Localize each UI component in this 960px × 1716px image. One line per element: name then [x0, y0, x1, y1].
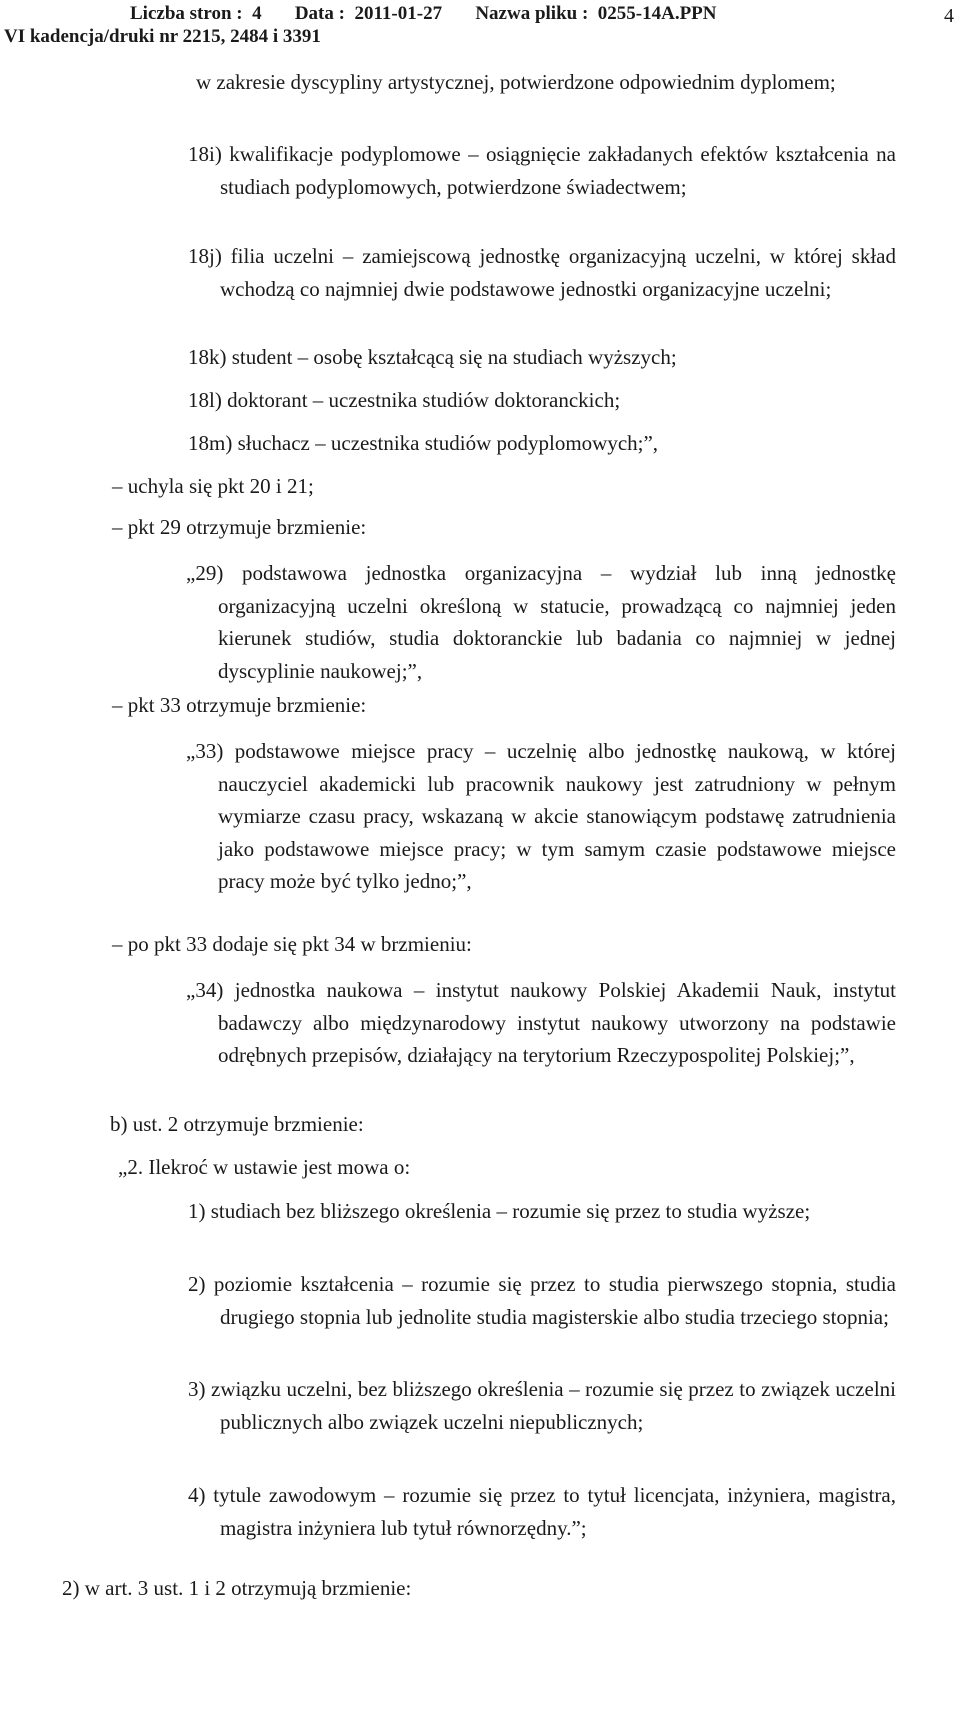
document-print-reference: VI kadencja/druki nr 2215, 2484 i 3391	[4, 26, 321, 47]
paragraph	[188, 1268, 896, 1333]
paragraph: 2) w art. 3 ust. 1 i 2 otrzymują brzmienie:	[62, 1576, 412, 1600]
paragraph	[188, 1373, 896, 1438]
page-number: 4	[944, 5, 954, 27]
paragraph-text: 18j) filia uczelni – zamiejscową jednostkę organizacyjną uczelni, w której skład wchodzą co najmniej dwie podstawowe jednostki organizacyjne uczelni;	[188, 244, 896, 301]
paragraph: 18m) słuchacz – uczestnika studiów podyplomowych;”,	[188, 431, 659, 455]
paragraph: b) ust. 2 otrzymuje brzmienie:	[110, 1112, 364, 1136]
paragraph	[188, 1195, 896, 1228]
document-header	[0, 0, 960, 52]
paragraph: – pkt 33 otrzymuje brzmienie:	[112, 693, 367, 717]
paragraph	[188, 240, 896, 305]
paragraph-text: 18i) kwalifikacje podyplomowe – osiągnięcie zakładanych efektów kształcenia na studiach podyplomowych, potwierdzone świadectwem;	[188, 142, 896, 199]
paragraph-text: „29) podstawowa jednostka organizacyjna – wydział lub inną jednostkę organizacyjną uczelni określoną w statucie, prowadzącą co najmniej jeden kierunek studiów, studia doktoranckie lub badania co najmniej w jednej dyscyplinie naukowej;”,	[186, 561, 896, 683]
paragraph: „2. Ilekroć w ustawie jest mowa o:	[118, 1155, 411, 1179]
paragraph-text: 2) poziomie kształcenia – rozumie się przez to studia pierwszego stopnia, studia drugiego stopnia lub jednolite studia magisterskie albo studia trzeciego stopnia;	[188, 1272, 896, 1329]
paragraph-text: „33) podstawowe miejsce pracy – uczelnię albo jednostkę naukową, w której nauczyciel akademicki lub pracownik naukowy jest zatrudniony w pełnym wymiarze czasu pracy, wskazaną w akcie stanowiącym podstawę zatrudnienia jako podstawowe miejsce pracy; w tym samym czasie podstawowe miejsce pracy może być tylko jedno;”,	[186, 739, 896, 894]
paragraph	[186, 735, 896, 898]
paragraph: 18l) doktorant – uczestnika studiów doktoranckich;	[188, 388, 621, 412]
paragraph-text: 4) tytule zawodowym – rozumie się przez to tytuł licencjata, inżyniera, magistra, magistra inżyniera lub tytuł równorzędny.”;	[188, 1483, 896, 1540]
paragraph	[186, 974, 896, 1072]
paragraph-text: 3) związku uczelni, bez bliższego określenia – rozumie się przez to związek uczelni publicznych albo związek uczelni niepublicznych;	[188, 1377, 896, 1434]
paragraph-text: „34) jednostka naukowa – instytut naukowy Polskiej Akademii Nauk, instytut badawczy albo międzynarodowy instytut naukowy utworzony na podstawie odrębnych przepisów, działający na terytorium Rzeczypospolitej Polskiej;”,	[186, 978, 896, 1068]
paragraph	[188, 138, 896, 203]
paragraph: 18k) student – osobę kształcącą się na studiach wyższych;	[188, 345, 677, 369]
paragraph	[186, 557, 896, 687]
document-meta-line: Liczba stron : 4 Data : 2011-01-27 Nazwa pliku : 0255-14A.PPN	[130, 3, 717, 24]
paragraph	[188, 1479, 896, 1544]
paragraph: – uchyla się pkt 20 i 21;	[112, 474, 314, 498]
paragraph: – pkt 29 otrzymuje brzmienie:	[112, 515, 367, 539]
paragraph: w zakresie dyscypliny artystycznej, potwierdzone odpowiednim dyplomem;	[196, 70, 836, 94]
paragraph: – po pkt 33 dodaje się pkt 34 w brzmieniu:	[112, 932, 472, 956]
paragraph-text: 1) studiach bez bliższego określenia – rozumie się przez to studia wyższe;	[188, 1199, 811, 1223]
